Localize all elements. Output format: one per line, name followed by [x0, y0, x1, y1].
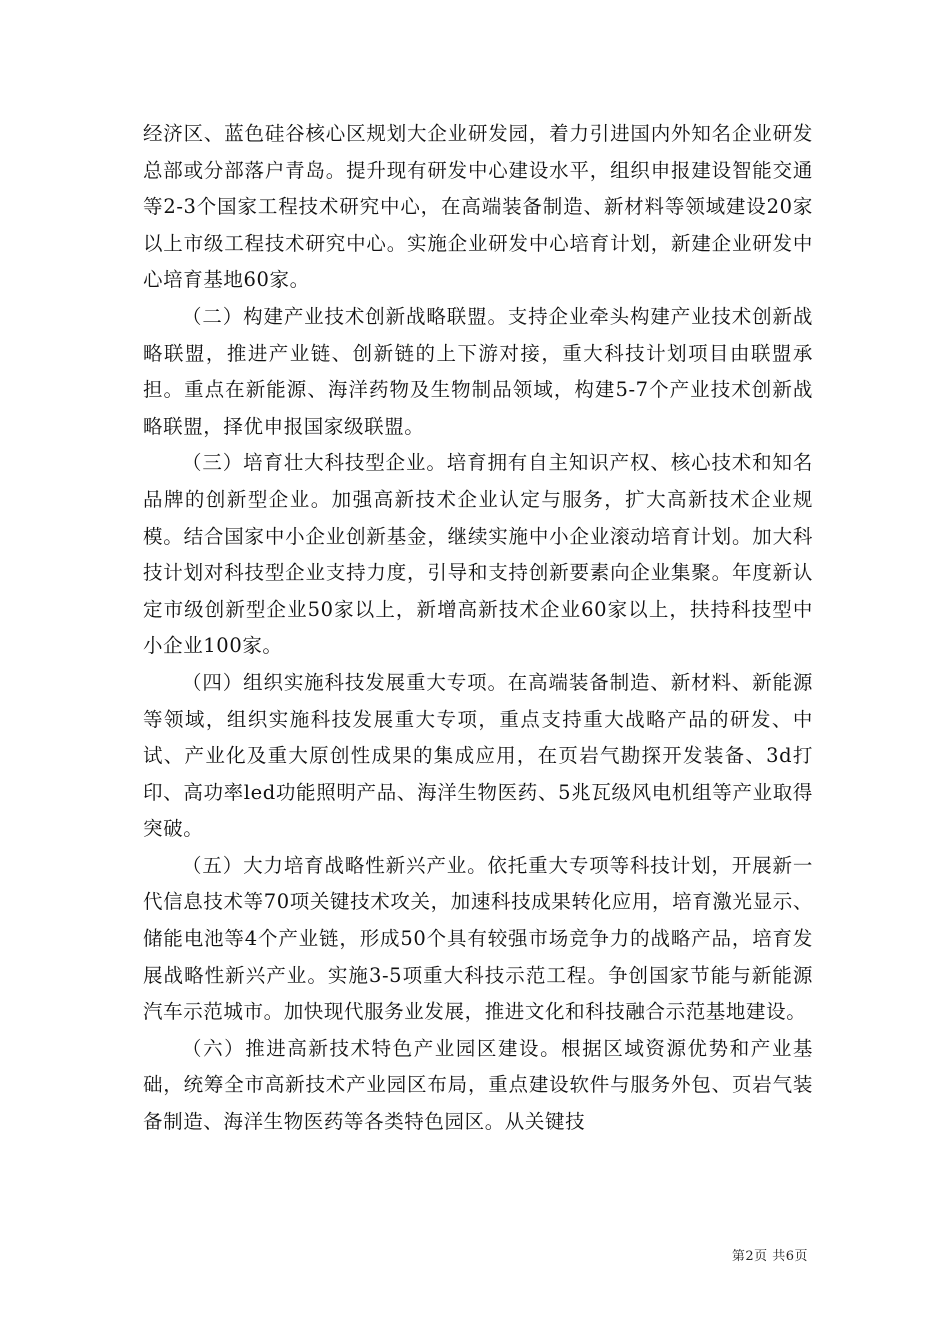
page-number-footer: 第2页 共6页 — [731, 1249, 808, 1264]
paragraph-major-projects: （四）组织实施科技发展重大专项。在高端装备制造、新材料、新能源等领域，组织实施科技发展重大专项，重点支持重大战略产品的研发、中试、产业化及重大原创性成果的集成应用，在页岩气勘探开发装备、3d打印、高功率led功能照明产品、海洋生物医药、5兆瓦级风电机组等产业取得突破。 — [143, 670, 813, 841]
paragraph-continued: 经济区、蓝色硅谷核心区规划大企业研发园，着力引进国内外知名企业研发总部或分部落户青岛。提升现有研发中心建设水平，组织申报建设智能交通等2-3个国家工程技术研究中心，在高端装备制造、新材料等领域建设20家以上市级工程技术研究中心。实施企业研发中心培育计划，新建企业研发中心培育基地60家。 — [143, 122, 813, 292]
paragraph-tech-enterprises: （三）培育壮大科技型企业。培育拥有自主知识产权、核心技术和知名品牌的创新型企业。加强高新技术企业认定与服务，扩大高新技术企业规模。结合国家中小企业创新基金，继续实施中小企业滚动培育计划。加大科技计划对科技型企业支持力度，引导和支持创新要素向企业集聚。年度新认定市级创新型企业50家以上，新增高新技术企业60家以上，扶持科技型中小企业100家。 — [143, 451, 813, 658]
paragraph-industry-alliance: （二）构建产业技术创新战略联盟。支持企业牵头构建产业技术创新战略联盟，推进产业链、创新链的上下游对接，重大科技计划项目由联盟承担。重点在新能源、海洋药物及生物制品领域，构建5-7个产业技术创新战略联盟，择优申报国家级联盟。 — [143, 304, 813, 438]
document-body — [143, 116, 813, 1141]
paragraph-emerging-industries: （五）大力培育战略性新兴产业。依托重大专项等科技计划，开展新一代信息技术等70项关键技术攻关，加速科技成果转化应用，培育激光显示、储能电池等4个产业链，形成50个具有较强市场竞争力的战略产品，培育发展战略性新兴产业。实施3-5项重大科技示范工程。争创国家节能与新能源汽车示范城市。加快现代服务业发展，推进文化和科技融合示范基地建设。 — [143, 853, 813, 1024]
paragraph-industrial-parks: （六）推进高新技术特色产业园区建设。根据区域资源优势和产业基础，统筹全市高新技术产业园区布局，重点建设软件与服务外包、页岩气装备制造、海洋生物医药等各类特色园区。从关键技 — [143, 1036, 813, 1134]
